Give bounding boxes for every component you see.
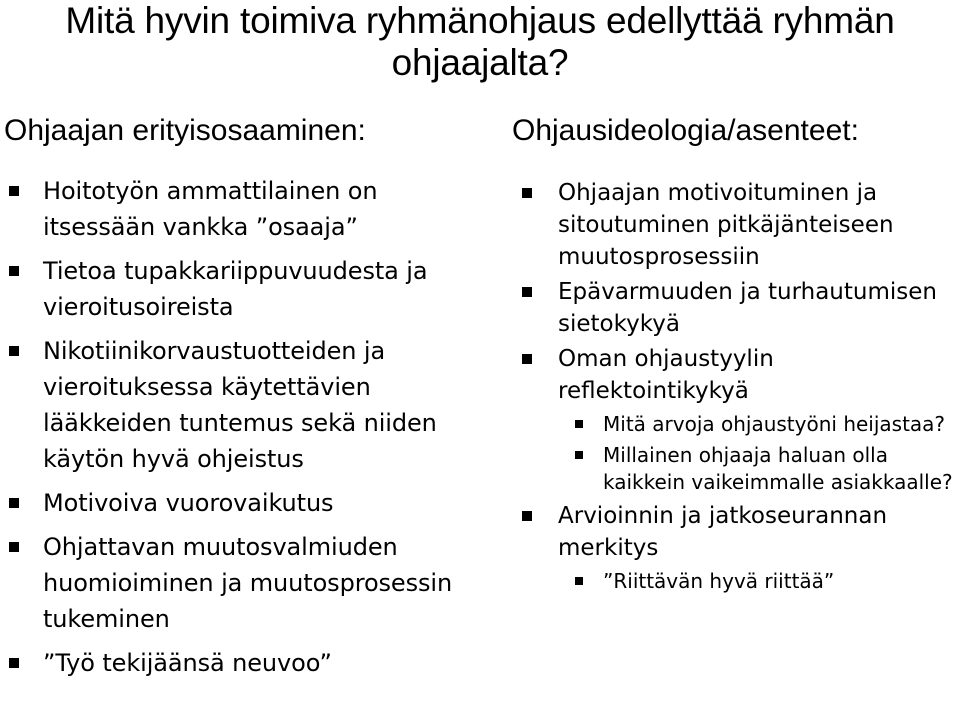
list-item <box>512 343 960 496</box>
list-item <box>512 500 960 595</box>
square-bullet-icon <box>522 188 532 198</box>
sub-list-item-text: Millainen ohjaaja haluan olla kaikkein vaikeimmalle asiakkaalle? <box>603 443 953 494</box>
square-bullet-icon <box>9 498 19 508</box>
list-item-text: Motivoiva vuorovaikutus <box>43 489 334 517</box>
list-item <box>4 253 484 325</box>
sub-list-item-text: Mitä arvoja ohjaustyöni heijastaa? <box>603 412 946 436</box>
sub-list-item <box>512 442 960 496</box>
square-bullet-icon <box>575 577 583 585</box>
list-item-text: Tietoa tupakkariippuvuudesta ja vieroitusoireista <box>43 257 428 321</box>
sub-list-item <box>512 411 960 438</box>
square-bullet-icon <box>522 287 532 297</box>
list-item <box>4 333 484 477</box>
list-item-text: Epävarmuuden ja turhautumisen sietokykyä <box>558 279 937 337</box>
square-bullet-icon <box>522 354 532 364</box>
sub-list-item <box>512 568 960 595</box>
slide-title: Mitä hyvin toimiva ryhmänohjaus edellyttää ryhmän ohjaajalta? <box>65 0 895 83</box>
left-column-heading: Ohjaajan erityisosaaminen: <box>4 114 366 147</box>
square-bullet-icon <box>575 420 583 428</box>
list-item-text: ”Työ tekijäänsä neuvoo” <box>43 649 332 677</box>
list-item-text: Ohjattavan muutosvalmiuden huomioiminen ja muutosprosessin tukeminen <box>43 533 453 633</box>
list-item-text: Nikotiinikorvaustuotteiden ja vieroituksessa käytettävien lääkkeiden tuntemus sekä niiden käytön hyvä ohjeistus <box>43 337 437 473</box>
left-column <box>4 113 484 689</box>
sub-bullet-list <box>512 568 960 595</box>
list-item <box>4 645 484 681</box>
square-bullet-icon <box>9 266 19 276</box>
right-column <box>512 113 960 599</box>
right-column-heading: Ohjausideologia/asenteet: <box>512 114 859 147</box>
square-bullet-icon <box>9 658 19 668</box>
list-item-text: Oman ohjaustyylin reflektointikykyä <box>558 346 774 404</box>
sub-bullet-list <box>512 411 960 496</box>
square-bullet-icon <box>9 346 19 356</box>
list-item <box>4 173 484 245</box>
sub-list-item-text: ”Riittävän hyvä riittää” <box>603 569 835 593</box>
square-bullet-icon <box>575 451 583 459</box>
list-item <box>4 529 484 637</box>
list-item <box>512 276 960 340</box>
left-bullet-list <box>4 173 484 681</box>
list-item-text: Arvioinnin ja jatkoseurannan merkitys <box>558 503 888 561</box>
list-item-text: Ohjaajan motivoituminen ja sitoutuminen pitkäjänteiseen muutosprosessiin <box>558 180 894 270</box>
square-bullet-icon <box>522 511 532 521</box>
list-item <box>4 485 484 521</box>
right-bullet-list <box>512 177 960 595</box>
square-bullet-icon <box>9 186 19 196</box>
list-item <box>512 177 960 273</box>
list-item-text: Hoitotyön ammattilainen on itsessään vankka ”osaaja” <box>43 177 378 241</box>
square-bullet-icon <box>9 542 19 552</box>
